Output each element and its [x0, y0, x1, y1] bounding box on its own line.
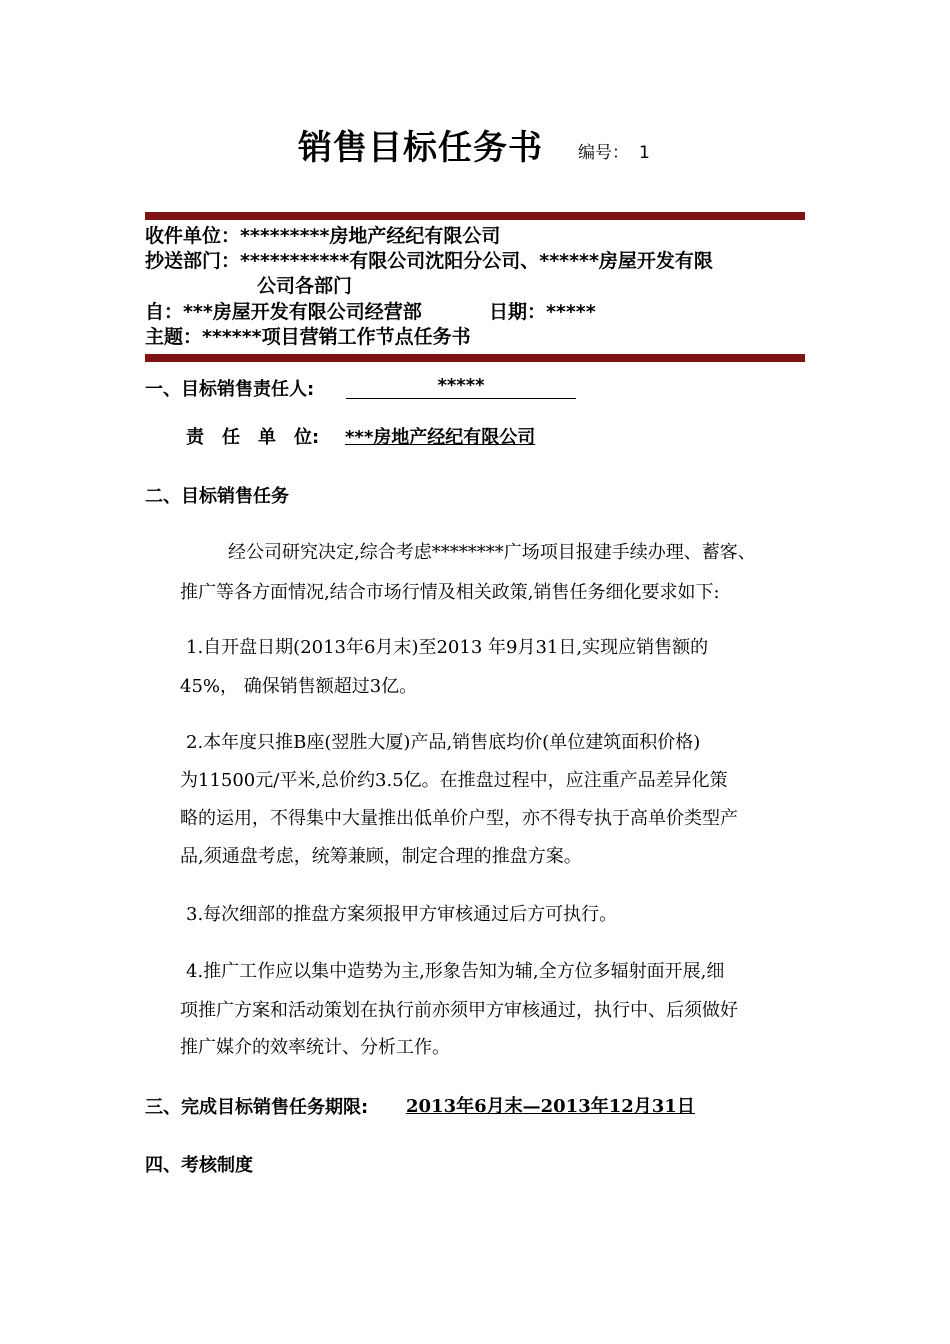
responsible-person-field — [346, 375, 576, 399]
intro-line2: 推广等各方面情况,结合市场行情及相关政策,销售任务细化要求如下: — [180, 582, 720, 603]
memo-cc-line2: 公司各部门 — [257, 275, 353, 297]
document-title: 销售目标任务书 — [298, 128, 543, 168]
document-number — [578, 138, 650, 163]
section1-heading: 一、目标销售责任人: — [145, 379, 315, 400]
memo-cc-line1: 抄送部门：***********有限公司沈阳分公司、******房屋开发有限 — [145, 250, 713, 272]
item1-line2: 45%， 确保销售额超过3亿。 — [180, 676, 418, 697]
section2-heading: 二、目标销售任务 — [145, 486, 289, 507]
task-period: 2013年6月末—2013年12月31日 — [406, 1096, 695, 1117]
section4-heading: 四、考核制度 — [145, 1155, 253, 1176]
memo-date: 日期：***** — [489, 301, 596, 323]
memo-to: 收件单位：*********房地产经纪有限公司 — [145, 225, 501, 247]
responsible-unit-value: ***房地产经纪有限公司 — [345, 427, 536, 448]
memo-subject: 主题：******项目营销工作节点任务书 — [145, 326, 471, 348]
item4-line2: 项推广方案和活动策划在执行前亦须甲方审核通过，执行中、后须做好 — [180, 1000, 738, 1021]
intro-line1: 经公司研究决定,综合考虑********广场项目报建手续办理、蓄客、 — [228, 542, 756, 563]
item4-line1: 4.推广工作应以集中造势为主,形象告知为辅,全方位多辐射面开展,细 — [186, 961, 725, 982]
item2-line3: 略的运用，不得集中大量推出低单价户型，亦不得专执于高单价类型产 — [180, 808, 738, 829]
responsible-person: ***** — [346, 375, 576, 399]
item1-line1: 1.自开盘日期(2013年6月末)至2013 年9月31日,实现应销售额的 — [186, 637, 709, 658]
section3-heading: 三、完成目标销售任务期限: — [145, 1097, 369, 1118]
item2-line1: 2.本年度只推B座(翌胜大厦)产品,销售底均价(单位建筑面积价格) — [186, 732, 701, 753]
doc-no-label: 编号： — [578, 143, 629, 163]
header-top-rule — [145, 212, 805, 220]
item3-line: 3.每次细部的推盘方案须报甲方审核通过后方可执行。 — [186, 904, 618, 925]
item4-line3: 推广媒介的效率统计、分析工作。 — [180, 1037, 450, 1058]
memo-from: 自：***房屋开发有限公司经营部 — [145, 301, 422, 323]
header-bottom-rule — [145, 354, 805, 362]
doc-no-value: 1 — [639, 143, 650, 163]
item2-line2: 为11500元/平米,总价约3.5亿。在推盘过程中，应注重产品差异化策 — [180, 770, 728, 791]
item2-line4: 品,须通盘考虑，统筹兼顾，制定合理的推盘方案。 — [180, 846, 582, 867]
responsible-unit-label: 责 任 单 位: — [186, 427, 320, 448]
